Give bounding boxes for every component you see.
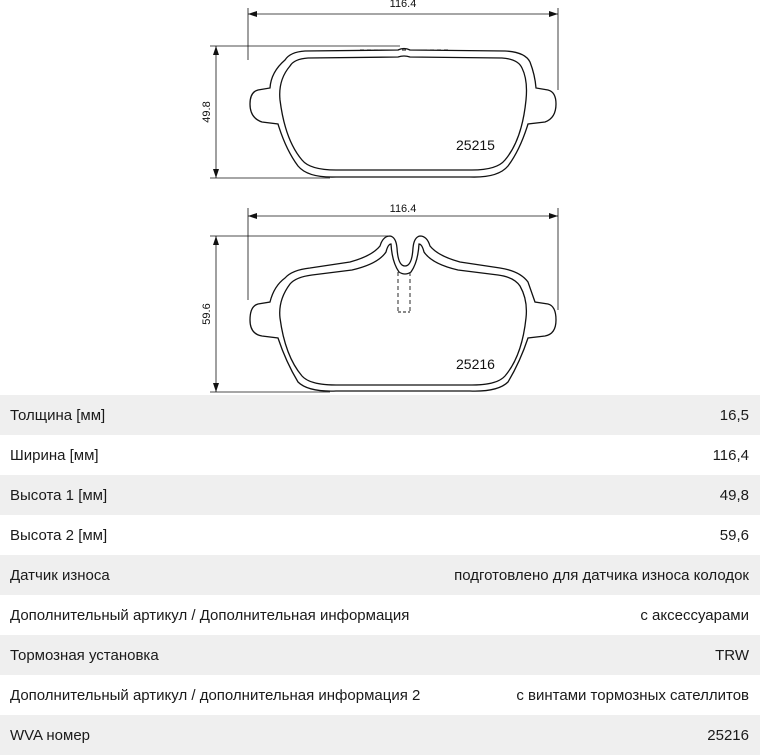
specifications-table: [0, 395, 760, 755]
spec-row-additional-info-2: [0, 675, 760, 715]
spec-label: Толщина [мм]: [10, 406, 106, 424]
pad2-part-number: 25216: [456, 356, 495, 372]
spec-label: Датчик износа: [10, 566, 110, 584]
spec-row-wear-sensor: [0, 555, 760, 595]
spec-value: 59,6: [719, 526, 749, 544]
pad1-height-dimension: 49.8: [201, 101, 213, 123]
spec-value: TRW: [715, 646, 749, 664]
spec-label: WVA номер: [10, 726, 91, 744]
spec-row-additional-info: [0, 595, 760, 635]
pad2-width-dimension: 116.4: [389, 203, 417, 215]
spec-label: Тормозная установка: [10, 646, 159, 664]
brake-pad-25216-drawing: [210, 208, 558, 392]
spec-row-thickness: [0, 395, 760, 435]
spec-value: подготовлено для датчика износа колодок: [454, 566, 749, 584]
spec-label: Высота 1 [мм]: [10, 486, 108, 504]
spec-label: Высота 2 [мм]: [10, 526, 108, 544]
spec-value: 49,8: [719, 486, 749, 504]
spec-row-wva-number: [0, 715, 760, 755]
spec-row-height-1: [0, 475, 760, 515]
spec-value: с винтами тормозных сателлитов: [516, 686, 749, 704]
spec-label: Дополнительный артикул / дополнительная информация 2: [10, 686, 421, 704]
pad1-width-dimension: 116.4: [389, 0, 417, 10]
brake-pad-25215-drawing: [210, 8, 558, 178]
spec-label: Дополнительный артикул / Дополнительная информация: [10, 606, 410, 624]
spec-value: 16,5: [719, 406, 749, 424]
spec-row-height-2: [0, 515, 760, 555]
spec-row-brake-system: [0, 635, 760, 675]
spec-label: Ширина [мм]: [10, 446, 99, 464]
spec-value: 116,4: [712, 446, 749, 464]
spec-row-width: [0, 435, 760, 475]
pad2-height-dimension: 59.6: [201, 303, 213, 325]
spec-value: 25216: [707, 726, 749, 744]
pad1-part-number: 25215: [456, 137, 495, 153]
spec-value: с аксессуарами: [640, 606, 749, 624]
